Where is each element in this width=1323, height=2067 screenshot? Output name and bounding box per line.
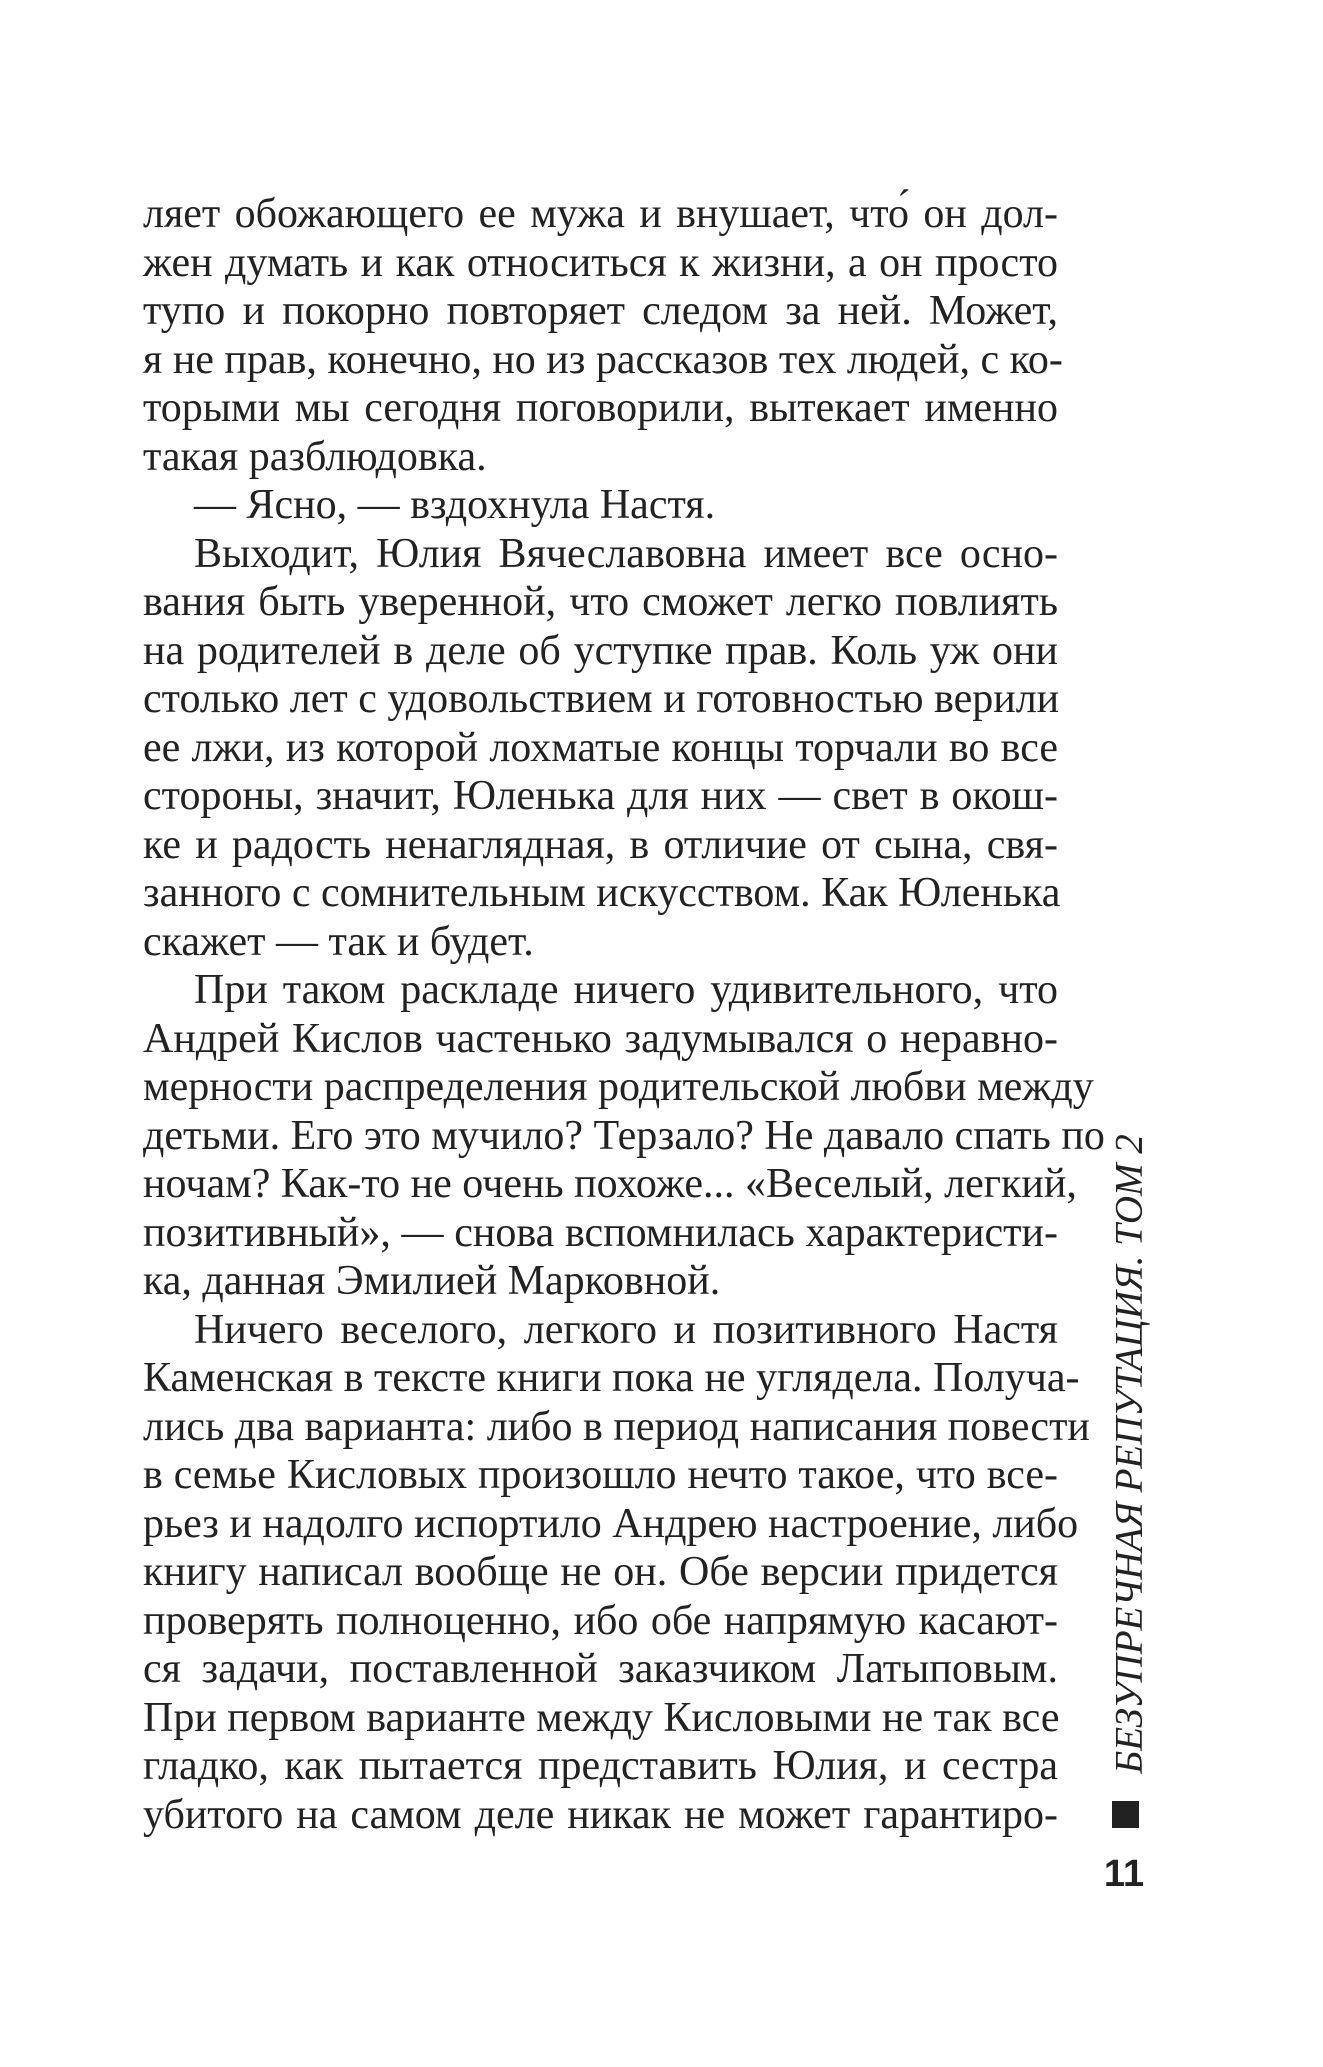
text-line: гладко, как пытается представить Юлия, и сестра bbox=[143, 1743, 1058, 1789]
text-line: Ничего веселого, легкого и позитивного Настя bbox=[194, 1306, 1058, 1353]
text-line: я не прав, конечно, но из рассказов тех людей, с ко- bbox=[143, 336, 1063, 383]
square-marker-icon bbox=[1112, 1801, 1139, 1828]
text-line: ляет обожающего ее мужа и внушает, что́ он дол- bbox=[143, 191, 1058, 237]
text-line: ее лжи, из которой лохматые концы торчали во все bbox=[143, 724, 1058, 771]
text-line: Каменская в тексте книги пока не углядела. Получа- bbox=[143, 1355, 1080, 1401]
body-text bbox=[143, 190, 1105, 1839]
text-line: вания быть уверенной, что сможет легко повлиять bbox=[143, 579, 1058, 625]
text-line: торыми мы сегодня поговорили, вытекает именно bbox=[143, 385, 1058, 431]
running-head-title: БЕЗУПРЕЧНАЯ РЕПУТАЦИЯ. ТОМ 2 bbox=[1107, 1134, 1151, 1774]
text-line: тупо и покорно повторяет следом за ней. Может, bbox=[143, 288, 1058, 334]
text-line: При первом варианте между Кисловыми не так все bbox=[143, 1694, 1060, 1741]
text-line: такая разблюдовка. bbox=[143, 433, 487, 480]
text-line: стороны, значит, Юленька для них — свет в окош- bbox=[143, 773, 1058, 819]
text-line: лись два варианта: либо в период написания повести bbox=[143, 1403, 1090, 1450]
text-line: столько лет с удовольствием и готовностью верили bbox=[143, 676, 1060, 722]
text-line: скажет — так и будет. bbox=[143, 918, 534, 965]
text-line: позитивный», — снова вспомнилась характеристи- bbox=[143, 1209, 1058, 1256]
text-line: ночам? Как-то не очень похоже... «Веселый, легкий, bbox=[143, 1161, 1077, 1207]
text-line: убитого на самом деле никак не может гарантиро- bbox=[143, 1791, 1058, 1838]
text-line: в семье Кисловых произошло нечто такое, что все- bbox=[143, 1452, 1058, 1498]
text-line: — Ясно, — вздохнула Настя. bbox=[194, 482, 716, 528]
text-line: Выходит, Юлия Вячеславовна имеет все осно- bbox=[194, 530, 1058, 577]
text-line: детьми. Его это мучило? Терзало? Не давало спать по bbox=[143, 1112, 1105, 1159]
text-line: жен думать и как относиться к жизни, а он просто bbox=[143, 239, 1058, 286]
text-line: ка, данная Эмилией Марковной. bbox=[143, 1258, 721, 1304]
text-line: книгу написал вообще не он. Обе версии придется bbox=[143, 1549, 1058, 1595]
text-line: рьез и надолго испортило Андрею настроение, либо bbox=[143, 1500, 1079, 1547]
text-line: мерности распределения родительской любви между bbox=[143, 1064, 1094, 1110]
text-line: ке и радость ненаглядная, в отличие от сына, свя- bbox=[143, 821, 1058, 868]
text-line: на родителей в деле об уступке прав. Коль уж они bbox=[143, 627, 1058, 674]
text-line: Андрей Кислов частенько задумывался о неравно- bbox=[143, 1015, 1058, 1062]
text-line: При таком раскладе ничего удивительного, что bbox=[194, 967, 1058, 1013]
page-number: 11 bbox=[1103, 1853, 1145, 1895]
running-head bbox=[1089, 1130, 1169, 1778]
text-line: занного с сомнительным искусством. Как Юленька bbox=[143, 870, 1061, 916]
text-line: проверять полноценно, ибо обе напрямую касают- bbox=[143, 1597, 1058, 1644]
text-line: ся задачи, поставленной заказчиком Латыповым. bbox=[143, 1646, 1058, 1692]
